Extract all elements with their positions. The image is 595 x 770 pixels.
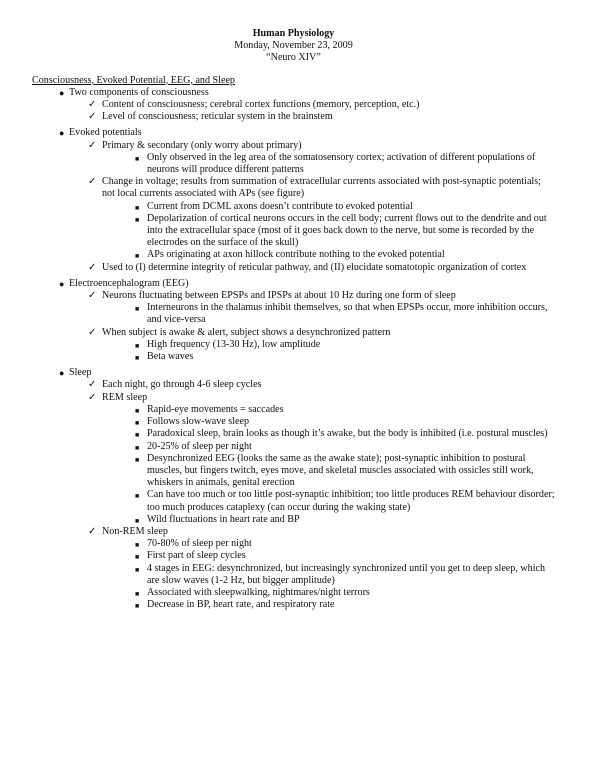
square-bullet-icon: ■: [135, 203, 140, 212]
square-bullet-icon: ■: [135, 215, 140, 224]
bullet-icon: ●: [59, 87, 65, 98]
outline-item-text: Depolarization of cortical neurons occurs in the cell body; current flows out to the dendrite and out into the extracellular space (most of it goes back down to the nerve, but some is recorded by the electrodes on the surface of the skull): [147, 212, 547, 249]
outline-item-text: 70-80% of sleep per night: [147, 538, 252, 550]
checkmark-icon: ✓: [88, 379, 97, 391]
outline-item-text: Only observed in the leg area of the somatosensory cortex; activation of different populations of neurons will produce different patterns: [147, 151, 536, 176]
outline-item: [32, 290, 555, 302]
outline-item-text: Content of consciousness; cerebral cortex functions (memory, perception, etc.): [102, 99, 420, 111]
document-title: Human Physiology: [252, 28, 335, 39]
outline-item-text: Can have too much or too little post-synaptic inhibition; too little produces REM behaviour disorder; too much produces cataplexy (can occur during the waking state): [147, 489, 555, 513]
outline-item-text: Each night, go through 4-6 sleep cycles: [102, 379, 262, 391]
outline-item-text: Decrease in BP, heart rate, and respiratory rate: [147, 599, 335, 611]
bullet-icon: ●: [59, 368, 65, 379]
outline-item-text: Paradoxical sleep, brain looks as though it’s awake, but the body is inhibited (i.e. postural muscles): [147, 428, 548, 440]
square-bullet-icon: ■: [135, 565, 140, 574]
square-bullet-icon: ■: [135, 492, 140, 501]
outline-item: [32, 351, 555, 363]
outline-item: [32, 441, 555, 453]
outline-item: [32, 201, 555, 213]
outline-item-text: When subject is awake & alert, subject shows a desynchronized pattern: [102, 326, 391, 338]
outline-item-text: 4 stages in EEG: desynchronized, but increasingly synchronized until you get to deep sleep, which are slow waves (1-2 Hz, but bigger amplitude): [147, 562, 546, 586]
outline-item: [32, 428, 555, 440]
outline-item-text: Two components of consciousness: [69, 86, 209, 98]
outline-item: [32, 404, 555, 416]
outline-item-text: Current from DCML axons doesn’t contribute to evoked potential: [147, 200, 413, 212]
outline-item: [32, 99, 555, 111]
outline-item-text: APs originating at axon hillock contribute nothing to the evoked potential: [147, 249, 445, 261]
outline-item-text: Beta waves: [147, 351, 194, 363]
checkmark-icon: ✓: [88, 326, 97, 338]
outline-item: [32, 127, 555, 139]
outline-item: [32, 278, 555, 290]
outline-item: [32, 176, 555, 200]
outline-item-text: First part of sleep cycles: [147, 550, 246, 562]
square-bullet-icon: ■: [135, 589, 140, 598]
outline-item-text: Follows slow-wave sleep: [147, 416, 250, 428]
document-header: [32, 28, 555, 65]
outline-item-text: Electroencephalogram (EEG): [69, 277, 189, 289]
outline-list: [32, 87, 555, 612]
square-bullet-icon: ■: [135, 419, 140, 428]
checkmark-icon: ✓: [88, 391, 97, 403]
outline-item-text: REM sleep: [102, 391, 148, 403]
square-bullet-icon: ■: [135, 305, 140, 314]
outline-item: [32, 262, 555, 274]
outline-item: [32, 550, 555, 562]
outline-item: [32, 327, 555, 339]
outline-item: [32, 514, 555, 526]
outline-item: [32, 416, 555, 428]
outline-item-text: High frequency (13-30 Hz), low amplitude: [147, 338, 321, 350]
outline-item: [32, 587, 555, 599]
outline-item: [32, 526, 555, 538]
square-bullet-icon: ■: [135, 443, 140, 452]
square-bullet-icon: ■: [135, 431, 140, 440]
outline-item: [32, 339, 555, 351]
outline-item: [32, 599, 555, 611]
square-bullet-icon: ■: [135, 341, 140, 350]
outline-item: [32, 489, 555, 513]
outline-item: [32, 213, 555, 250]
outline-item: [32, 538, 555, 550]
bullet-icon: ●: [59, 278, 65, 289]
outline-item-text: Associated with sleepwalking, nightmares/night terrors: [147, 586, 370, 598]
outline-item: [32, 87, 555, 99]
bullet-icon: ●: [59, 128, 65, 139]
outline-item-text: Non-REM sleep: [102, 525, 168, 537]
outline-item: [32, 249, 555, 261]
outline-item-text: Interneurons in the thalamus inhibit themselves, so that when EPSPs occur, more inhibition occurs, and vice-versa: [147, 302, 548, 326]
square-bullet-icon: ■: [135, 406, 140, 415]
outline-item: [32, 302, 555, 326]
checkmark-icon: ✓: [88, 176, 97, 188]
square-bullet-icon: ■: [135, 154, 140, 163]
outline-item-text: 20-25% of sleep per night: [147, 440, 252, 452]
outline-item-text: Desynchronized EEG (looks the same as the awake state); post-synaptic inhibition to postural muscles, but fingers twitch, eyes move, and skeletal muscles associated with ossicles still work, whiskers in animals, genital erection: [147, 452, 534, 489]
outline-item-text: Change in voltage; results from summation of extracellular currents associated with post-synaptic potentials; not local currents associated with APs (see figure): [102, 176, 541, 200]
outline-item-text: Used to (I) determine integrity of reticular pathway, and (II) elucidate somatotopic organization of cortex: [102, 261, 527, 273]
document-subtitle: “Neuro XIV”: [266, 52, 321, 64]
square-bullet-icon: ■: [135, 455, 140, 464]
document-date: Monday, November 23, 2009: [234, 40, 353, 52]
outline-item-text: Level of consciousness; reticular system in the brainstem: [102, 111, 333, 123]
square-bullet-icon: ■: [135, 553, 140, 562]
checkmark-icon: ✓: [88, 525, 97, 537]
outline-item-text: Sleep: [69, 367, 92, 379]
outline-item-text: Rapid-eye movements = saccades: [147, 403, 284, 415]
outline-item: [32, 392, 555, 404]
square-bullet-icon: ■: [135, 252, 140, 261]
checkmark-icon: ✓: [88, 290, 97, 302]
square-bullet-icon: ■: [135, 354, 140, 363]
checkmark-icon: ✓: [88, 111, 97, 123]
outline-item: [32, 140, 555, 152]
square-bullet-icon: ■: [135, 602, 140, 611]
outline-item-text: Neurons fluctuating between EPSPs and IPSPs at about 10 Hz during one form of sleep: [102, 290, 456, 302]
outline-item: [32, 111, 555, 123]
checkmark-icon: ✓: [88, 261, 97, 273]
outline-item: [32, 152, 555, 176]
outline-item: [32, 453, 555, 490]
checkmark-icon: ✓: [88, 139, 97, 151]
outline-item: [32, 367, 555, 379]
outline-item-text: Primary & secondary (only worry about primary): [102, 139, 302, 151]
outline-item-text: Wild fluctuations in heart rate and BP: [147, 513, 300, 525]
section-title: Consciousness, Evoked Potential, EEG, and Sleep: [32, 74, 235, 86]
outline-item: [32, 563, 555, 587]
outline-item-text: Evoked potentials: [69, 127, 142, 139]
checkmark-icon: ✓: [88, 99, 97, 111]
outline-item: [32, 379, 555, 391]
square-bullet-icon: ■: [135, 541, 140, 550]
square-bullet-icon: ■: [135, 516, 140, 525]
